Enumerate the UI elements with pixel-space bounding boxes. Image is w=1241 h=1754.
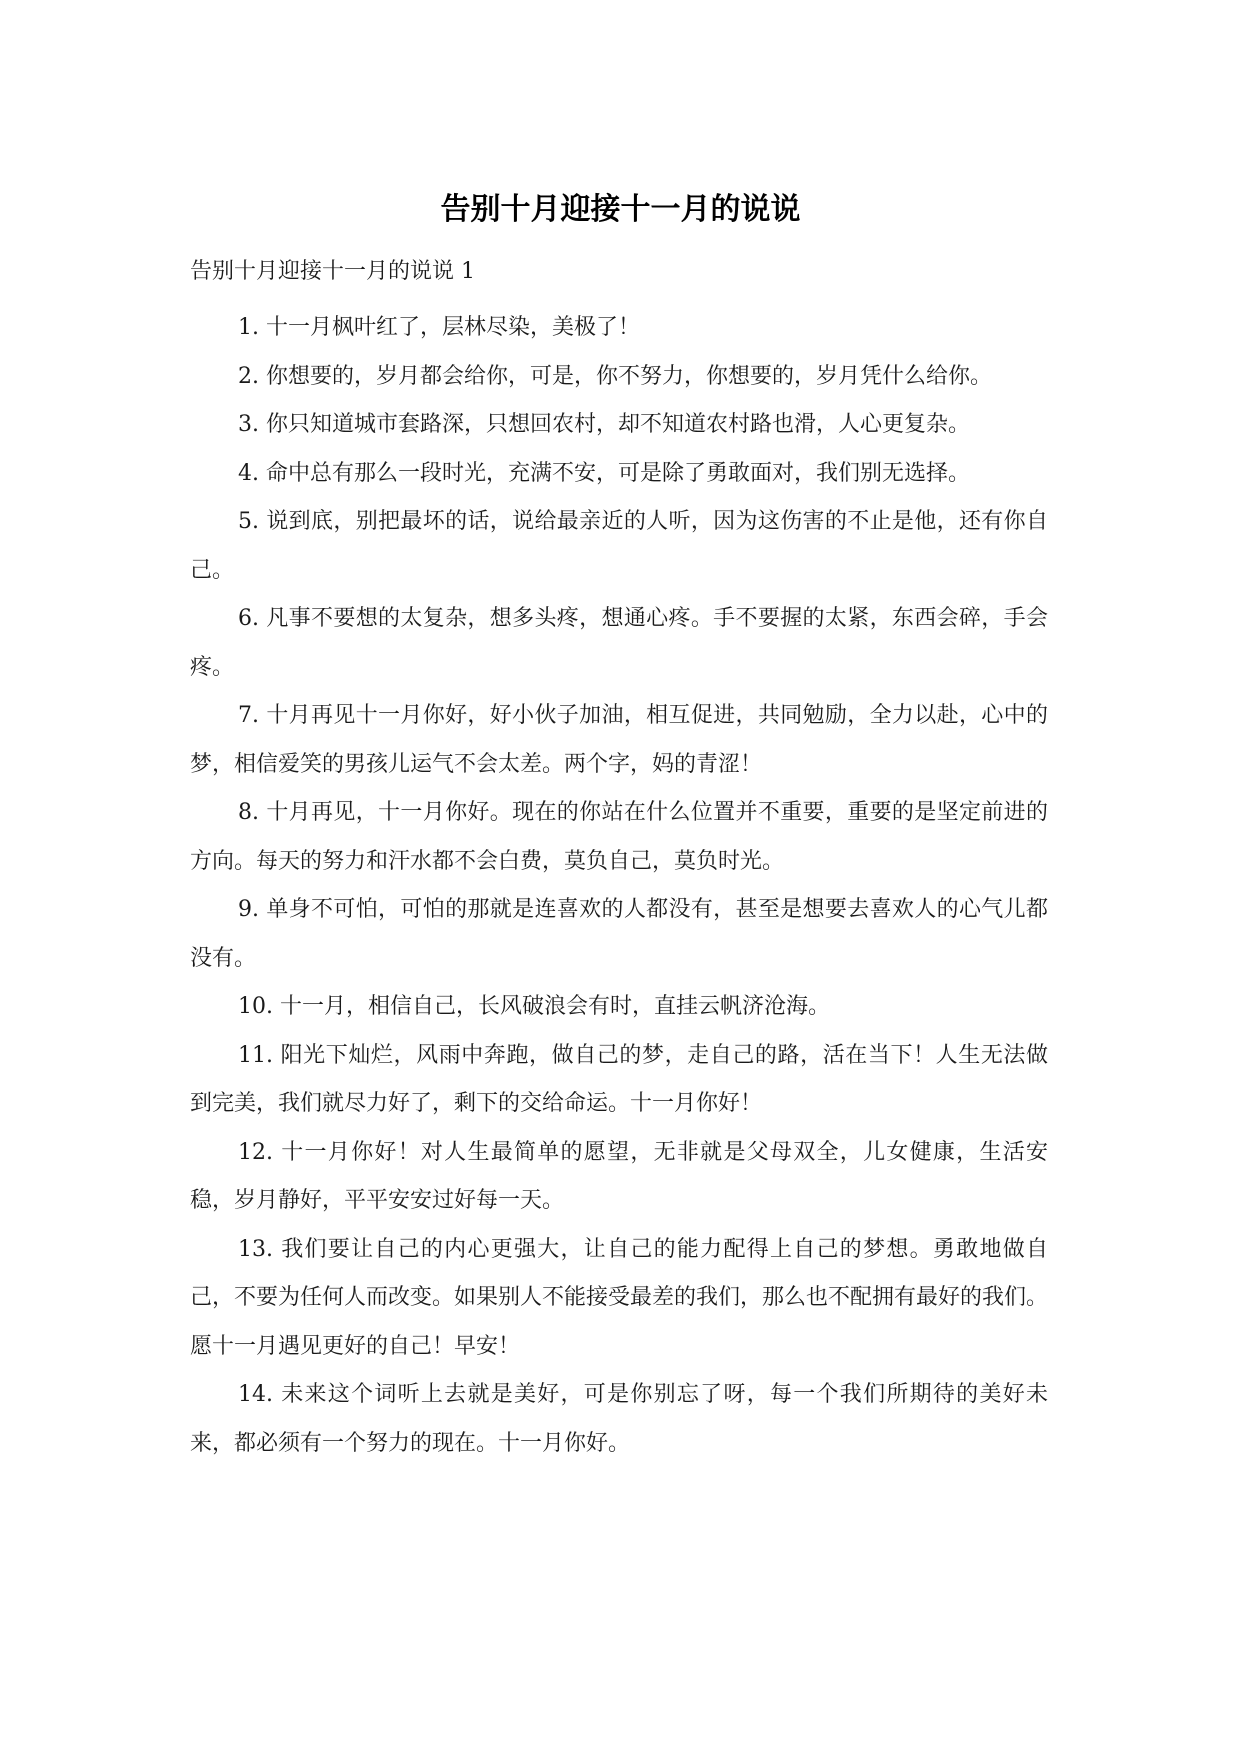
- document-body: [190, 304, 1048, 1468]
- paragraph-1: 1. 十一月枫叶红了，层林尽染，美极了！: [238, 315, 640, 340]
- paragraph-13: 13. 我们要让自己的内心更强大，让自己的能力配得上自己的梦想。勇敢地做自己，不要为任何人而改变。如果别人不能接受最差的我们，那么也不配拥有最好的我们。愿十一月遇见更好的自己！早安！: [190, 1236, 1049, 1359]
- paragraph-2: 2. 你想要的，岁月都会给你，可是，你不努力，你想要的，岁月凭什么给你。: [238, 363, 992, 389]
- paragraph-4: 4. 命中总有那么一段时光，充满不安，可是除了勇敢面对，我们别无选择。: [238, 460, 970, 486]
- paragraph-3: 3. 你只知道城市套路深，只想回农村，却不知道农村路也滑，人心更复杂。: [238, 412, 970, 437]
- paragraph-14: 14. 未来这个词听上去就是美好，可是你别忘了呀，每一个我们所期待的美好未来，都必须有一个努力的现在。十一月你好。: [190, 1382, 1048, 1456]
- paragraph-9: 9. 单身不可怕，可怕的那就是连喜欢的人都没有，甚至是想要去喜欢人的心气儿都没有。: [190, 897, 1048, 971]
- paragraph-10: 10. 十一月，相信自己，长风破浪会有时，直挂云帆济沧海。: [238, 994, 830, 1019]
- paragraph-11: 11. 阳光下灿烂，风雨中奔跑，做自己的梦，走自己的路，活在当下！人生无法做到完美，我们就尽力好了，剩下的交给命运。十一月你好！: [190, 1042, 1048, 1116]
- paragraph-5: 5. 说到底，别把最坏的话，说给最亲近的人听，因为这伤害的不止是他，还有你自己。: [190, 509, 1048, 583]
- document-title: 告别十月迎接十一月的说说: [440, 192, 801, 227]
- paragraph-6: 6. 凡事不要想的太复杂，想多头疼，想通心疼。手不要握的太紧，东西会碎，手会疼。: [190, 606, 1048, 680]
- paragraph-8: 8. 十月再见，十一月你好。现在的你站在什么位置并不重要，重要的是坚定前进的方向。每天的努力和汗水都不会白费，莫负自己，莫负时光。: [190, 800, 1048, 874]
- section-heading: 告别十月迎接十一月的说说 1: [190, 259, 475, 284]
- paragraph-7: 7. 十月再见十一月你好，好小伙子加油，相互促进，共同勉励，全力以赴，心中的梦，相信爱笑的男孩儿运气不会太差。两个字，妈的青涩！: [190, 703, 1048, 777]
- paragraph-12: 12. 十一月你好！对人生最简单的愿望，无非就是父母双全，儿女健康，生活安稳，岁月静好，平平安安过好每一天。: [190, 1139, 1048, 1213]
